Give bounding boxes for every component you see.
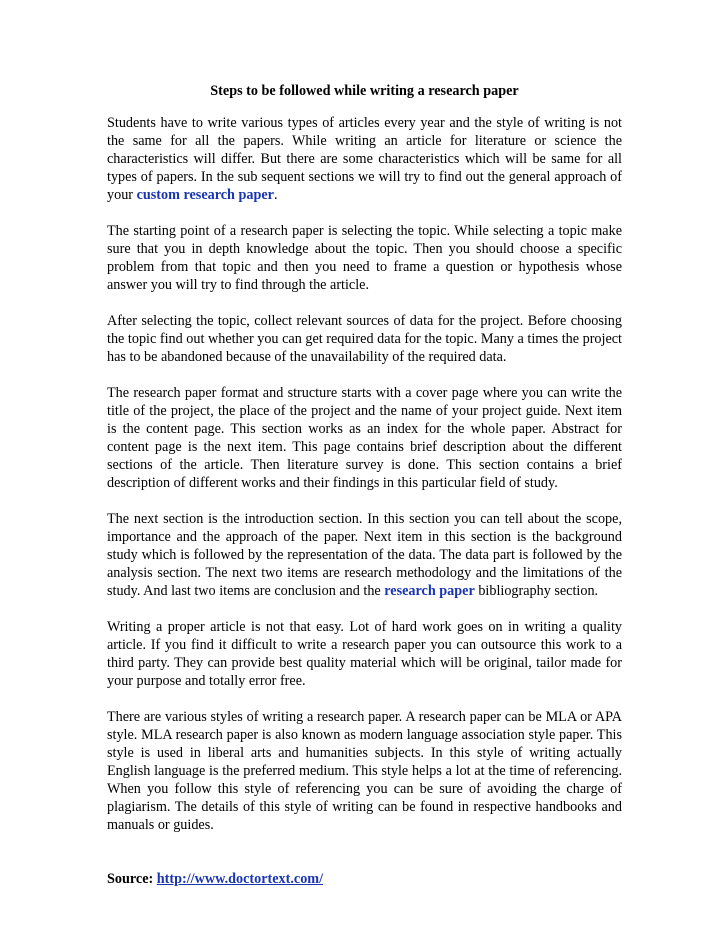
research-paper-link[interactable]: research paper bbox=[384, 583, 475, 599]
paragraph-data-sources: After selecting the topic, collect relevant sources of data for the project. Before choosing the topic find out whether you can get required data for the topic. Many a times the project has to be abandoned because of the unavailability of the required data. bbox=[107, 313, 622, 365]
source-url-link[interactable]: http://www.doctortext.com/ bbox=[156, 871, 324, 887]
paragraph-intro-end: . bbox=[273, 187, 278, 203]
source-line bbox=[107, 870, 622, 888]
paragraph-introduction-end: bibliography section. bbox=[474, 583, 599, 599]
paragraph-intro bbox=[107, 114, 622, 204]
paragraph-format-structure: The research paper format and structure starts with a cover page where you can write the title of the project, the place of the project and the name of your project guide. Next item is the content page. This section works as an index for the whole paper. Abstract for content page is the next item. This page contains brief description about the different sections of the article. Then literature survey is done. This section contains a brief description of different works and their findings in this particular field of study. bbox=[107, 385, 622, 491]
paragraph-intro-text: Students have to write various types of articles every year and the style of writing is not the same for all the papers. While writing an article for literature or science the characteristics will differ. But there are some characteristics which will be same for all types of papers. In the sub sequent sections we will try to find out the general approach of your bbox=[107, 115, 622, 203]
paragraph-introduction-text: The next section is the introduction section. In this section you can tell about the scope, importance and the approach of the paper. Next item in this section is the background study which is followed by the representation of the data. The data part is followed by the analysis section. The next two items are research methodology and the limitations of the study. And last two items are conclusion and the bbox=[107, 511, 622, 599]
source-label: Source: bbox=[107, 871, 154, 887]
custom-research-paper-link[interactable]: custom research paper bbox=[136, 187, 274, 203]
paragraph-introduction-section bbox=[107, 510, 622, 600]
paragraph-topic-selection: The starting point of a research paper is selecting the topic. While selecting a topic make sure that you in depth knowledge about the topic. Then you should choose a specific problem from that topic and then you need to frame a question or hypothesis whose answer you will try to find through the article. bbox=[107, 223, 622, 293]
page-title: Steps to be followed while writing a research paper bbox=[210, 83, 519, 99]
paragraph-styles: There are various styles of writing a research paper. A research paper can be MLA or APA style. MLA research paper is also known as modern language association style paper. This style is used in liberal arts and humanities subjects. In this style of writing actually English language is the preferred medium. This style helps a lot at the time of referencing. When you follow this style of referencing you can be sure of avoiding the charge of plagiarism. The details of this style of writing can be found in respective handbooks and manuals or guides. bbox=[107, 709, 622, 833]
paragraph-outsourcing: Writing a proper article is not that easy. Lot of hard work goes on in writing a quality article. If you find it difficult to write a research paper you can outsource this work to a third party. They can provide best quality material which will be original, tailor made for your purpose and totally error free. bbox=[107, 619, 622, 689]
